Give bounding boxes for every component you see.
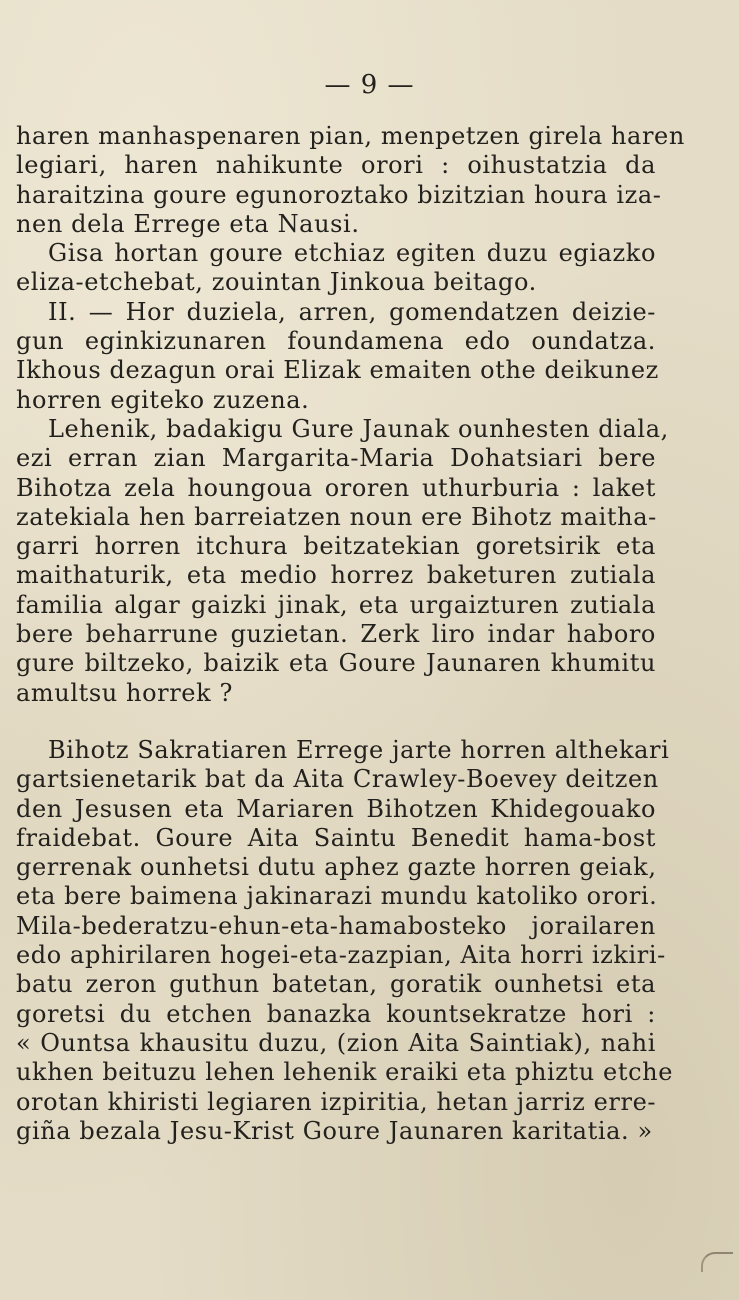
- text-line: zatekiala hen barreiatzen noun ere Bihotz maitha-: [16, 502, 657, 531]
- text-line: ezi erran zian Margarita-Maria Dohatsiari bere: [16, 444, 656, 473]
- text-line: goretsi du etchen banazka kountsekratze hori :: [16, 999, 656, 1028]
- text-line: den Jesusen eta Mariaren Bihotzen Khidegouako: [16, 794, 656, 823]
- text-line: familia algar gaizki jinak, eta urgaizturen zutiala: [16, 590, 656, 619]
- text-line: orotan khiristi legiaren izpiritia, hetan jarriz erre-: [16, 1087, 657, 1116]
- paragraph-3: [16, 297, 659, 415]
- text-line: batu zeron guthun batetan, goratik ounhetsi eta: [16, 970, 656, 999]
- text-line: horren egiteko zuzena.: [16, 385, 310, 414]
- text-line: bere beharrune guzietan. Zerk liro indar haboro: [16, 620, 656, 649]
- text-line: eta bere baimena jakinarazi mundu katoliko orori.: [16, 882, 658, 911]
- text-line: haraitzina goure egunoroztako bizitzian houra iza-: [16, 180, 662, 209]
- text-line: II. — Hor duziela, arren, gomendatzen deizie-: [48, 297, 656, 326]
- text-line: Lehenik, badakigu Gure Jaunak ounhesten diala,: [48, 414, 669, 443]
- text-line: haren manhaspenaren pian, menpetzen girela haren: [16, 122, 685, 150]
- text-line: gun eginkizunaren foundamena edo oundatza.: [16, 327, 656, 356]
- paragraph-1: [16, 122, 685, 239]
- text-line: gerrenak ounhetsi dutu aphez gazte horren geiak,: [16, 853, 657, 882]
- text-block-upper: [16, 122, 685, 708]
- text-line: Ikhous dezagun orai Elizak emaiten othe deikunez: [16, 356, 659, 385]
- text-line: « Ountsa khausitu duzu, (zion Aita Saintiak), nahi: [16, 1028, 656, 1057]
- page-corner-mark: [701, 1252, 733, 1272]
- text-line: edo aphirilaren hogei-eta-zazpian, Aita horri izkiri-: [16, 941, 666, 970]
- paragraph-2: [16, 239, 656, 298]
- text-line: gure biltzeko, baizik eta Goure Jaunaren khumitu: [16, 649, 656, 678]
- page-number: — 9 —: [324, 70, 415, 100]
- text-line: Gisa hortan goure etchiaz egiten duzu egiazko: [48, 239, 656, 268]
- text-line: eliza-etchebat, zouintan Jinkoua beitago.: [16, 268, 537, 297]
- text-line: gartsienetarik bat da Aita Crawley-Boevey deitzen: [16, 765, 659, 794]
- text-line: garri horren itchura beitzatekian goretsirik eta: [16, 532, 656, 561]
- paragraph-4: [16, 414, 669, 708]
- text-line: amultsu horrek ?: [16, 678, 233, 707]
- text-line: Bihotz Sakratiaren Errege jarte horren althekari: [48, 736, 670, 764]
- text-line: Bihotza zela houngoua ororen uthurburia : laket: [16, 473, 656, 502]
- text-block-lower: [16, 736, 674, 1146]
- paragraph-5: [16, 736, 674, 1146]
- text-line: legiari, haren nahikunte orori : oihustatzia da: [16, 151, 656, 180]
- text-line: maithaturik, eta medio horrez baketuren zutiala: [16, 561, 656, 590]
- text-line: nen dela Errege eta Nausi.: [16, 209, 360, 238]
- text-line: giña bezala Jesu-Krist Goure Jaunaren karitatia. »: [16, 1116, 653, 1145]
- text-line: fraidebat. Goure Aita Saintu Benedit hama-bost: [16, 823, 656, 852]
- text-line: Mila-bederatzu-ehun-eta-hamabosteko jorailaren: [16, 911, 656, 940]
- text-line: ukhen beituzu lehen lehenik eraiki eta phiztu etche: [16, 1058, 674, 1087]
